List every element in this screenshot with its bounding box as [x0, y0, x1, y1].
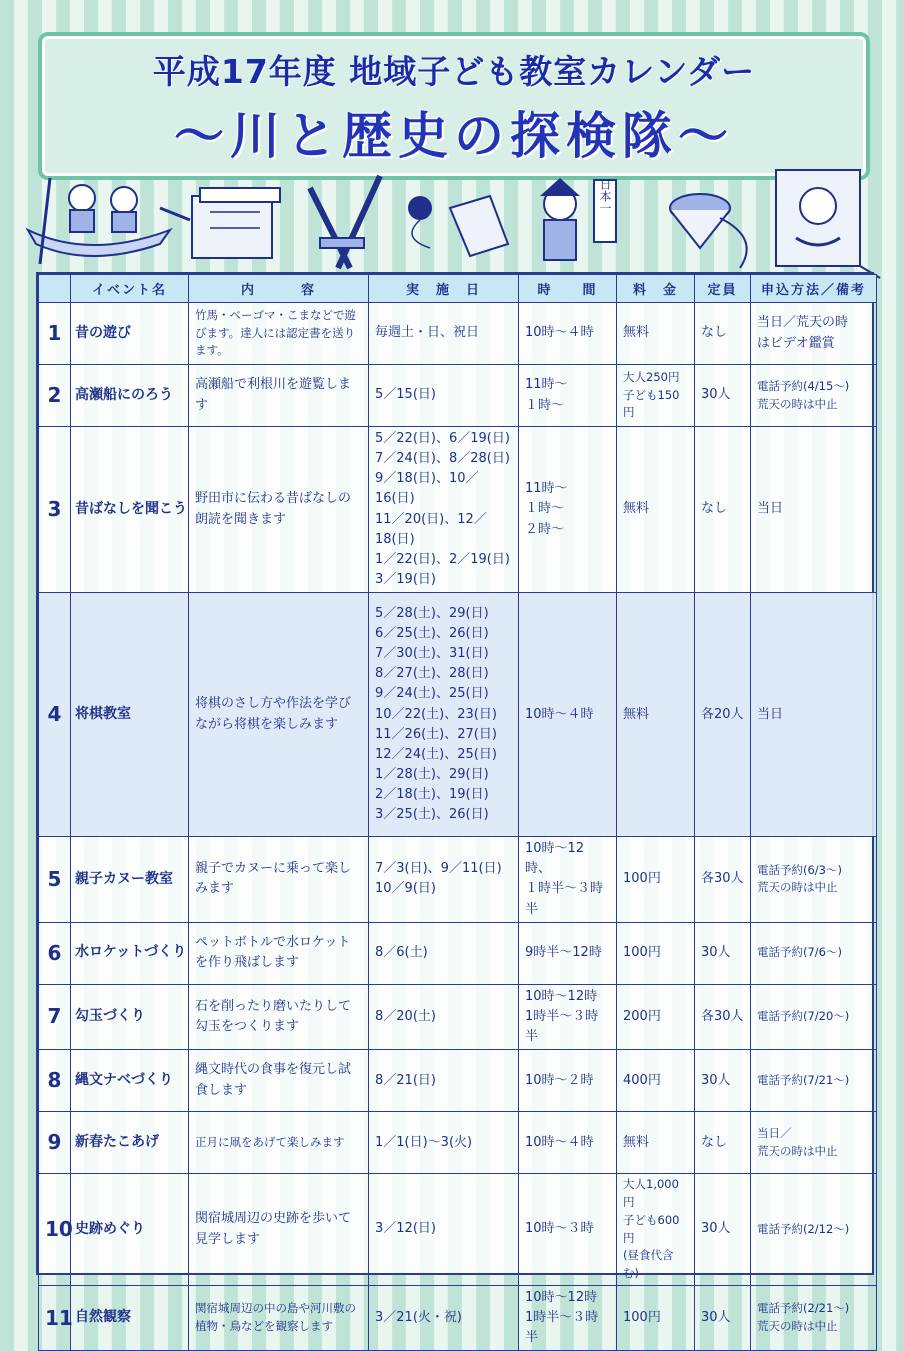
header-capacity: 定員	[695, 275, 751, 303]
event-apply: 電話予約(7/6〜)	[751, 922, 877, 984]
event-apply: 電話予約(2/12〜)	[751, 1174, 877, 1286]
row-number: 11	[39, 1285, 71, 1350]
event-fee: 400円	[617, 1050, 695, 1112]
event-content: 関宿城周辺の史跡を歩いて見学します	[189, 1174, 369, 1286]
event-capacity: 30人	[695, 1174, 751, 1286]
header-date: 実 施 日	[369, 275, 519, 303]
event-date: 5／15(日)	[369, 365, 519, 427]
event-date: 1／1(日)〜3(火)	[369, 1112, 519, 1174]
table-row	[39, 303, 877, 365]
header-time: 時 間	[519, 275, 617, 303]
event-content: ペットボトルで水ロケットを作り飛ばします	[189, 922, 369, 984]
row-number: 4	[39, 593, 71, 837]
event-capacity: 各30人	[695, 837, 751, 923]
banner-text: 日本一	[598, 178, 612, 214]
row-number: 10	[39, 1174, 71, 1286]
row-number: 7	[39, 984, 71, 1049]
table-row	[39, 1050, 877, 1112]
table-row	[39, 365, 877, 427]
event-content: 竹馬・ベーゴマ・こまなどで遊びます。達人には認定書を送ります。	[189, 303, 369, 365]
kite-icon	[776, 170, 880, 278]
event-apply: 当日	[751, 427, 877, 593]
event-time: 9時半〜12時	[519, 922, 617, 984]
event-apply: 電話予約(7/21〜)	[751, 1050, 877, 1112]
event-content: 石を削ったり磨いたりして勾玉をつくります	[189, 984, 369, 1049]
calendar-title: 平成17年度 地域子ども教室カレンダー	[152, 52, 756, 91]
event-fee: 無料	[617, 593, 695, 837]
header-no	[39, 275, 71, 303]
header-content: 内 容	[189, 275, 369, 303]
event-content: 正月に凧をあげて楽しみます	[189, 1112, 369, 1174]
event-capacity: なし	[695, 303, 751, 365]
event-content: 野田市に伝わる昔ばなしの朗読を聞きます	[189, 427, 369, 593]
table-row	[39, 427, 877, 593]
event-capacity: なし	[695, 427, 751, 593]
event-time: 10時〜12時 1時半〜３時半	[519, 984, 617, 1049]
event-name: 将棋教室	[71, 593, 189, 837]
event-name: 自然観察	[71, 1285, 189, 1350]
event-fee: 100円	[617, 922, 695, 984]
game-box-icon	[192, 188, 280, 258]
event-date: 5／28(土)、29(日) 6／25(土)、26(日) 7／30(土)、31(日) 8／27(土)、28(日) 9／24(土)、25(日) 10／22(土)、23(日) 11／26(土)、27(日) 12／24(土)、25(日) 1／28(土)、29(日) 2／18(土)、19(日) 3／25(土)、26(日)	[369, 593, 519, 837]
event-time: 10時〜４時	[519, 593, 617, 837]
header-apply: 申込方法／備考	[751, 275, 877, 303]
header-event: イベント名	[71, 275, 189, 303]
event-fee: 無料	[617, 303, 695, 365]
event-date: 8／20(土)	[369, 984, 519, 1049]
event-time: 10時〜２時	[519, 1050, 617, 1112]
event-fee: 無料	[617, 427, 695, 593]
event-apply: 当日	[751, 593, 877, 837]
table-row	[39, 1112, 877, 1174]
event-name: 昔の遊び	[71, 303, 189, 365]
event-date: 3／12(日)	[369, 1174, 519, 1286]
samurai-boy-icon	[540, 178, 616, 260]
row-number: 2	[39, 365, 71, 427]
event-apply: 電話予約(2/21〜) 荒天の時は中止	[751, 1285, 877, 1350]
event-table	[38, 274, 877, 1351]
event-date: 7／3(日)、9／11(日) 10／9(日)	[369, 837, 519, 923]
event-name: 昔ばなしを聞こう	[71, 427, 189, 593]
event-name: 勾玉づくり	[71, 984, 189, 1049]
event-time: 10時〜12時、 １時半〜３時半	[519, 837, 617, 923]
event-fee: 大人1,000円 子ども600円 (昼食代含む)	[617, 1174, 695, 1286]
canoe-icon	[28, 178, 190, 264]
event-fee: 100円	[617, 1285, 695, 1350]
event-fee: 無料	[617, 1112, 695, 1174]
table-row	[39, 837, 877, 923]
table-row	[39, 984, 877, 1049]
event-name: 新春たこあげ	[71, 1112, 189, 1174]
event-content: 高瀬船で利根川を遊覧します	[189, 365, 369, 427]
event-apply: 当日／荒天の時 はビデオ鑑賞	[751, 303, 877, 365]
event-capacity: 各20人	[695, 593, 751, 837]
table-row	[39, 1174, 877, 1286]
event-date: 8／21(日)	[369, 1050, 519, 1112]
event-time: 11時〜 １時〜	[519, 365, 617, 427]
event-capacity: 30人	[695, 365, 751, 427]
event-time: 10時〜４時	[519, 1112, 617, 1174]
event-time: 10時〜12時 1時半〜３時半	[519, 1285, 617, 1350]
event-time: 10時〜４時	[519, 303, 617, 365]
event-content: 縄文時代の食事を復元し試食します	[189, 1050, 369, 1112]
event-time: 11時〜 １時〜 ２時〜	[519, 427, 617, 593]
spinning-top-icon	[670, 194, 747, 268]
event-fee: 大人250円 子ども150円	[617, 365, 695, 427]
row-number: 6	[39, 922, 71, 984]
event-apply: 電話予約(4/15〜) 荒天の時は中止	[751, 365, 877, 427]
illustration-strip	[20, 168, 890, 280]
bamboo-stilts-icon	[310, 176, 380, 268]
table-row	[39, 922, 877, 984]
row-number: 5	[39, 837, 71, 923]
event-capacity: 各30人	[695, 984, 751, 1049]
header-banner	[38, 32, 870, 180]
event-name: 縄文ナベづくり	[71, 1050, 189, 1112]
row-number: 9	[39, 1112, 71, 1174]
event-apply: 電話予約(6/3〜) 荒天の時は中止	[751, 837, 877, 923]
event-content: 関宿城周辺の中の島や河川敷の植物・鳥などを観察します	[189, 1285, 369, 1350]
header-fee: 料 金	[617, 275, 695, 303]
event-apply: 当日／ 荒天の時は中止	[751, 1112, 877, 1174]
event-name: 史跡めぐり	[71, 1174, 189, 1286]
event-capacity: なし	[695, 1112, 751, 1174]
event-date: 3／21(火・祝)	[369, 1285, 519, 1350]
event-apply: 電話予約(7/20〜)	[751, 984, 877, 1049]
table-header-row	[39, 275, 877, 303]
row-number: 3	[39, 427, 71, 593]
event-name: 高瀬船にのろう	[71, 365, 189, 427]
table-row	[39, 593, 877, 837]
event-time: 10時〜３時	[519, 1174, 617, 1286]
event-date: 5／22(日)、6／19(日) 7／24(日)、8／28(日) 9／18(日)、10／16(日) 11／20(日)、12／18(日) 1／22(日)、2／19(日) 3／19(日)	[369, 427, 519, 593]
event-fee: 100円	[617, 837, 695, 923]
event-capacity: 30人	[695, 1285, 751, 1350]
row-number: 8	[39, 1050, 71, 1112]
kendama-icon	[408, 196, 508, 256]
event-content: 親子でカヌーに乗って楽しみます	[189, 837, 369, 923]
event-name: 親子カヌー教室	[71, 837, 189, 923]
event-content: 将棋のさし方や作法を学びながら将棋を楽しみます	[189, 593, 369, 837]
row-number: 1	[39, 303, 71, 365]
table-row	[39, 1285, 877, 1350]
event-name: 水ロケットづくり	[71, 922, 189, 984]
event-fee: 200円	[617, 984, 695, 1049]
event-capacity: 30人	[695, 922, 751, 984]
event-date: 毎週土・日、祝日	[369, 303, 519, 365]
calendar-subtitle: 〜川と歴史の探検隊〜	[174, 107, 734, 165]
event-date: 8／6(土)	[369, 922, 519, 984]
event-capacity: 30人	[695, 1050, 751, 1112]
event-table-container	[36, 272, 874, 1346]
